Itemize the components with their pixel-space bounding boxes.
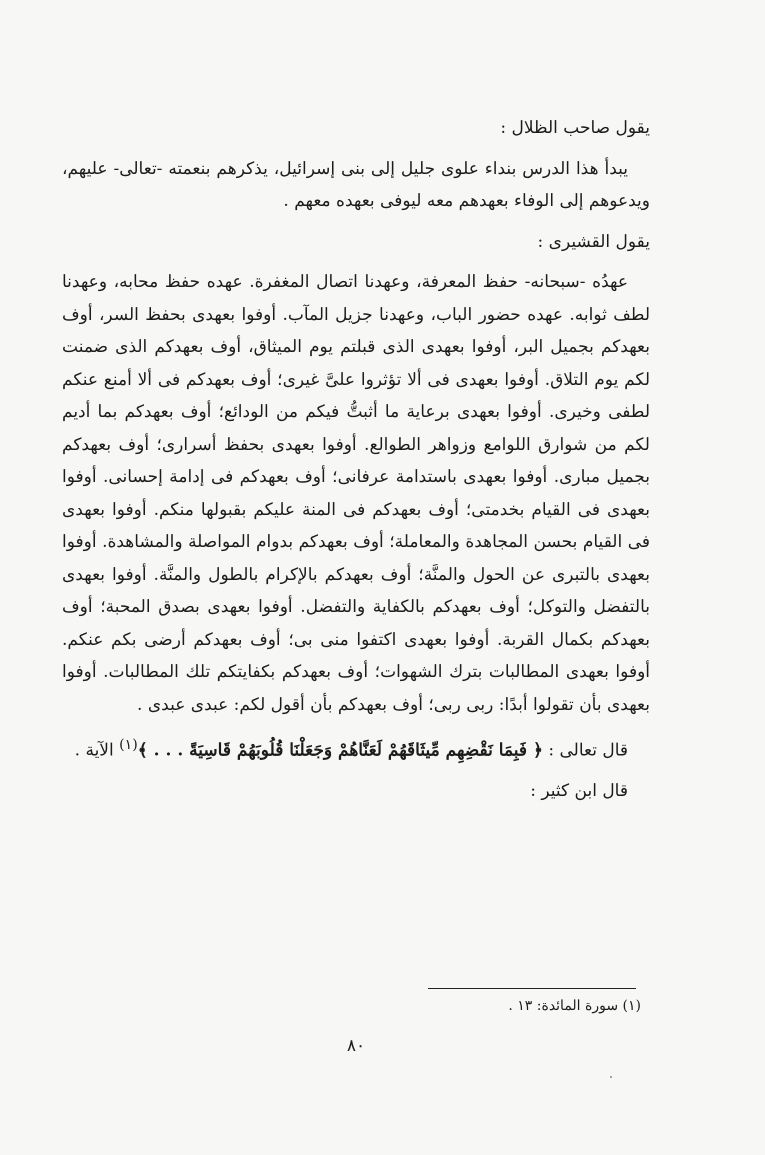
- scan-speck: [610, 1076, 612, 1078]
- verse-line: [62, 729, 650, 767]
- page-number: ٨٠: [346, 1036, 366, 1056]
- paragraph-qushayri: عهدُه -سبحانه- حفظ المعرفة، وعهدنا اتصال المغفرة. عهده حفظ محابه، وعهدنا لطف ثوابه. عهده حضور الباب، وعهدنا جزيل المآب. أوفوا بعهدى بحفظ السر، أوف بعهدكم بجميل البر، أوفوا بعهدى الذى قبلتم يوم الميثاق، أوف بعهدكم الذى ضمنت لكم يوم التلاق. أوفوا بعهدى فى ألا تؤثروا علىَّ غيرى؛ أوف بعهدكم فى ألا أمنع عنكم لطفى وخيرى. أوفوا بعهدى برعاية ما أثبتُّ فيكم من الودائع؛ أوف بعهدكم بما أديم لكم من شوارق اللوامع وزواهر الطوالع. أوفوا بعهدى بحفظ أسرارى؛ أوف بعهدكم بجميل مبارى. أوفوا بعهدى باستدامة عرفانى؛ أوف بعهدكم فى إدامة إحسانى. أوفوا بعهدى فى القيام بخدمتى؛ أوف بعهدكم فى المنة عليكم بقبولها منكم. أوفوا بعهدى فى القيام بحسن المجاهدة والمعاملة؛ أوف بعهدكم بدوام المواصلة والمشاهدة. أوفوا بعهدى بالتبرى عن الحول والمنَّة؛ أوف بعهدكم بالإكرام بالطول والمنَّة. أوفوا بعهدى بالتفضل والتوكل؛ أوف بعهدكم بالكفاية والتفضل. أوفوا بعهدى بصدق المحبة؛ أوف بعهدكم بكمال القربة. أوفوا بعهدى اكتفوا منى بى؛ أوف بعهدكم أرضى بكم عنكم. أوفوا بعهدى المطالبات بترك الشهوات؛ أوف بعهدكم بكفايتكم تلك المطالبات. أوفوا بعهدى بأن تقولوا أبدًا: ربى ربى؛ أوف بعهدكم بأن أقول لكم: عبدى عبدى .: [62, 272, 650, 715]
- heading-ibn-kathir: قال ابن كثير :: [530, 781, 628, 802]
- footnote: (١) سورة المائدة: ١٣ .: [508, 998, 641, 1014]
- heading-sahib-al-zilal: يقول صاحب الظلال :: [500, 118, 650, 138]
- verse-intro: قال تعالى :: [548, 740, 628, 761]
- footnote-divider: [428, 988, 636, 989]
- footnote-marker: (١): [119, 737, 138, 753]
- verse-tail: الآية .: [74, 740, 114, 761]
- heading-qushayri: يقول القشيرى :: [537, 231, 650, 252]
- paragraph-intro: يبدأ هذا الدرس بنداء علوى جليل إلى بنى إسرائيل، يذكرهم بنعمته -تعالى- عليهم، ويدعوهم إلى الوفاء بعهدهم معه ليوفى بعهده معهم .: [62, 158, 650, 211]
- quran-verse: ﴿ فَبِمَا نَقْضِهِم مِّيثَاقَهُمْ لَعَنَّاهُمْ وَجَعَلْنَا قُلُوبَهُمْ قَاسِيَةً . . . ﴾: [137, 740, 543, 761]
- page-body: [62, 112, 650, 808]
